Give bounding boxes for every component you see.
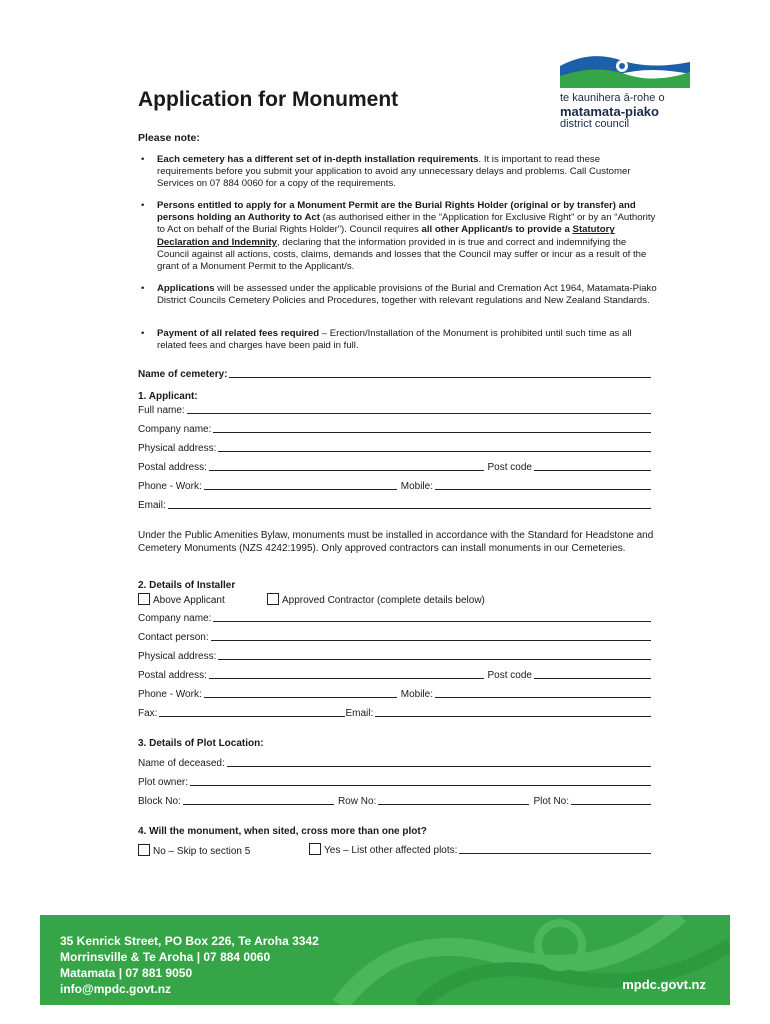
yes-checkbox[interactable]: [309, 843, 321, 855]
full-name-label: Full name:: [138, 405, 185, 416]
postal-label: Postal address:: [138, 462, 207, 473]
affected-plots-field[interactable]: [459, 843, 651, 854]
bullet-4-bold: Payment of all related fees required: [157, 328, 320, 339]
bullet-2-mid: (as authorised either in the “Application for Exclusive Right” or by an “Authority to Act on behalf of the Burial Rights Holder”). Council requires: [157, 212, 656, 236]
deceased-label: Name of deceased:: [138, 758, 225, 769]
email-row: [138, 497, 651, 511]
inst-physical-row: [138, 648, 651, 662]
email-field[interactable]: [168, 498, 651, 509]
mobile-label: Mobile:: [400, 481, 433, 492]
owner-row: [138, 774, 651, 788]
plot-numbers-row: [138, 793, 651, 807]
statutory-declaration-link[interactable]: Statutory Declaration and Indemnity: [157, 224, 615, 248]
inst-contact-row: [138, 629, 651, 643]
section-plot-heading: 3. Details of Plot Location:: [138, 738, 264, 749]
section-applicant-heading: 1. Applicant:: [138, 391, 198, 402]
footer-address: 35 Kenrick Street, PO Box 226, Te Aroha 3342: [60, 934, 319, 948]
owner-label: Plot owner:: [138, 777, 189, 788]
inst-mobile-label: Mobile:: [400, 689, 433, 700]
full-name-field[interactable]: [187, 403, 651, 414]
bullet-3-text: will be assessed under the applicable provisions of the Burial and Cremation Act 1964, Matamata-Piako District Councils Cemetery Policies and Procedures, together with relevant regulations and New Zealand Standards.: [157, 283, 657, 307]
footer-banner: [40, 915, 730, 1005]
section-installer-heading: 2. Details of Installer: [138, 580, 236, 591]
inst-postal-row: [138, 667, 651, 681]
postcode-field[interactable]: [534, 460, 651, 471]
company-row: [138, 421, 651, 435]
plot-no-label: Plot No:: [533, 796, 570, 807]
footer-phone-2: Matamata | 07 881 9050: [60, 966, 193, 980]
row-label: Row No:: [337, 796, 377, 807]
deceased-row: [138, 755, 651, 769]
approved-contractor-option[interactable]: [267, 593, 485, 606]
plot-no-field[interactable]: [571, 794, 651, 805]
above-applicant-label: Above Applicant: [153, 595, 225, 606]
council-name: [560, 92, 665, 131]
postal-row: [138, 459, 651, 473]
bullet-payment: • Payment of all related fees required – Erection/Installation of the Monument is prohibited until such time as all related fees and charges have been paid in full.: [141, 328, 632, 352]
inst-contact-field[interactable]: [211, 630, 651, 641]
row-field[interactable]: [378, 794, 529, 805]
logo-line-2: matamata-piako: [560, 104, 659, 119]
bullet-2-bold: Persons entitled to apply for a Monument Permit are the Burial Rights Holder (original or by transfer) and persons holding an Authority to Act: [157, 200, 636, 224]
please-note-label: Please note:: [138, 132, 200, 144]
block-label: Block No:: [138, 796, 181, 807]
above-applicant-checkbox[interactable]: [138, 593, 150, 605]
bullet-requirements: • Each cemetery has a different set of in-depth installation requirements. It is important to read these requirements before you submit your application to avoid any unnecessary delays and problems. Call Customer Services on 07 884 0060 for a copy of the requirements.: [141, 154, 631, 190]
inst-mobile-field[interactable]: [435, 687, 651, 698]
company-label: Company name:: [138, 424, 212, 435]
company-field[interactable]: [213, 422, 651, 433]
logo-line-1: te kaunihera ā-rohe o: [560, 92, 665, 104]
bullet-2-rest: , declaring that the information provided in is true and correct and indemnifying the Council against all actions, costs, claims, demands and losses that the Council may suffer or incur as a result of the grant of a Monument Permit to the Applicant/s.: [157, 236, 647, 273]
bullet-entitled: • Persons entitled to apply for a Monument Permit are the Burial Rights Holder (original or by transfer) and persons holding an Authority to Act (as authorised either in the “Application for Exclusive Right” or by an “Authority to Act on behalf of the Burial Rights Holder”). Council requires all other Applicant/s to provide a Statutory Declaration and Indemnity, declaring that the information provided in is true and correct and indemnifying the Council against all actions, costs, claims, demands and losses that the Council may suffer or incur as a result of the grant of a Monument Permit to the Applicant/s.: [141, 200, 656, 273]
council-logo: [560, 48, 690, 90]
page-title: Application for Monument: [138, 88, 399, 111]
inst-phone-field[interactable]: [204, 687, 397, 698]
inst-company-label: Company name:: [138, 613, 212, 624]
bylaw-paragraph: Under the Public Amenities Bylaw, monuments must be installed in accordance with the Standard for Headstone and Cemetery Monuments (NZS 4242:1995). Only approved contractors can install monuments in our Cemeteries.: [138, 530, 654, 554]
above-applicant-option[interactable]: [138, 593, 225, 606]
footer-phone-1: Morrinsville & Te Aroha | 07 884 0060: [60, 950, 271, 964]
approved-contractor-checkbox[interactable]: [267, 593, 279, 605]
cemetery-row: [138, 366, 651, 380]
yes-row: [309, 842, 651, 856]
inst-email-label: Email:: [345, 708, 374, 719]
approved-contractor-label: Approved Contractor (complete details below): [282, 595, 485, 606]
block-field[interactable]: [183, 794, 334, 805]
owner-field[interactable]: [190, 775, 651, 786]
inst-postcode-label: Post code: [487, 670, 532, 681]
phone-work-label: Phone - Work:: [138, 481, 202, 492]
logo-line-3: district council: [560, 118, 630, 130]
yes-label: Yes – List other affected plots:: [324, 845, 458, 856]
physical-field[interactable]: [218, 441, 651, 452]
footer-website[interactable]: mpdc.govt.nz: [622, 977, 706, 992]
inst-phone-label: Phone - Work:: [138, 689, 202, 700]
cemetery-label: Name of cemetery:: [138, 369, 228, 380]
full-name-row: [138, 402, 651, 416]
no-option[interactable]: [138, 844, 250, 857]
inst-postal-field[interactable]: [209, 668, 484, 679]
inst-company-row: [138, 610, 651, 624]
inst-contact-label: Contact person:: [138, 632, 209, 643]
physical-label: Physical address:: [138, 443, 217, 454]
inst-postcode-field[interactable]: [534, 668, 651, 679]
bullet-3-bold: Applications: [157, 283, 215, 294]
postal-field[interactable]: [209, 460, 484, 471]
no-label: No – Skip to section 5: [153, 846, 251, 857]
footer-email[interactable]: info@mpdc.govt.nz: [60, 982, 172, 996]
inst-email-field[interactable]: [375, 706, 651, 717]
inst-fax-row: [138, 705, 651, 719]
no-checkbox[interactable]: [138, 844, 150, 856]
bullet-applications: • Applications will be assessed under the applicable provisions of the Burial and Cremation Act 1964, Matamata-Piako District Councils Cemetery Policies and Procedures, together with relevant regulations and New Zealand Standards.: [141, 283, 657, 307]
inst-physical-label: Physical address:: [138, 651, 217, 662]
email-label: Email:: [138, 500, 166, 511]
cemetery-field[interactable]: [229, 367, 651, 378]
inst-phone-row: [138, 686, 651, 700]
phone-row: [138, 478, 651, 492]
inst-postal-label: Postal address:: [138, 670, 207, 681]
yes-option[interactable]: [309, 843, 459, 856]
bullet-1-text: . It is important to read these requirements before you submit your application to avoid any unnecessary delays and problems. Call Customer Services on 07 884 0060 for a copy of the requirements.: [157, 154, 631, 190]
bullet-1-bold: Each cemetery has a different set of in-depth installation requirements: [157, 154, 479, 165]
bullet-2-bold2: all other Applicant/s to provide a: [421, 224, 573, 236]
section-monument-heading: 4. Will the monument, when sited, cross more than one plot?: [138, 826, 427, 837]
postcode-label: Post code: [487, 462, 532, 473]
fax-label: Fax:: [138, 708, 158, 719]
phone-work-field[interactable]: [204, 479, 397, 490]
mobile-field[interactable]: [435, 479, 651, 490]
bullet-4-text: – Erection/Installation of the Monument is prohibited until such time as all related fees and charges have been paid in full.: [157, 328, 632, 352]
deceased-field[interactable]: [227, 756, 651, 767]
fax-field[interactable]: [159, 706, 345, 717]
physical-row: [138, 440, 651, 454]
inst-physical-field[interactable]: [218, 649, 651, 660]
inst-company-field[interactable]: [213, 611, 651, 622]
